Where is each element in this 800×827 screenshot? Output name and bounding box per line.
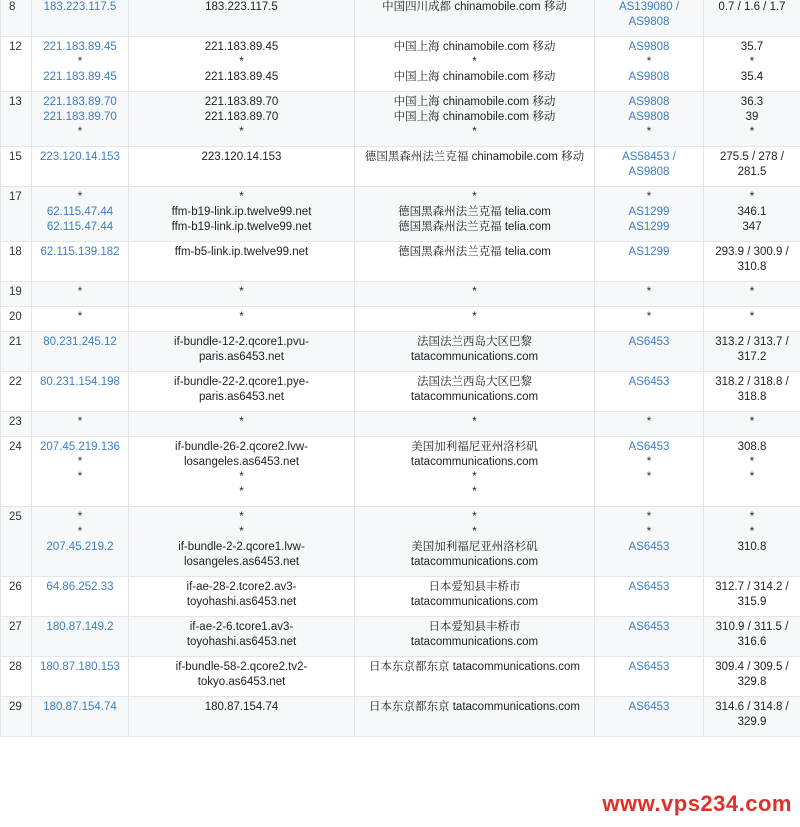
hop-location: 德国黑森州法兰克福 chinamobile.com 移动 — [364, 151, 585, 163]
hop-hostname: tokyo.as6453.net — [197, 676, 286, 688]
hop-location: 日本爱知县丰桥市 — [428, 621, 521, 633]
hop-ip[interactable]: 207.45.219.2 — [46, 541, 114, 553]
hop-rtt: 310.9 / 311.5 / — [715, 621, 789, 633]
hop-rtt: 316.6 — [737, 636, 767, 648]
hop-asn: * — [646, 526, 652, 538]
hop-rtt: * — [749, 191, 755, 203]
hop-rtt-cell — [704, 372, 800, 412]
hop-ip-cell — [32, 617, 129, 657]
table-row — [1, 332, 800, 372]
hop-rtt: 329.8 — [737, 676, 767, 688]
hop-rtt: * — [749, 311, 755, 323]
hop-asn-cell — [595, 412, 704, 437]
hop-hostname: * — [239, 486, 244, 498]
hop-rtt: 318.8 — [737, 391, 767, 403]
hop-asn[interactable]: AS6453 — [628, 661, 670, 673]
table-row — [1, 437, 800, 507]
hop-hostname: * — [239, 191, 244, 203]
hop-hostname: if-ae-2-6.tcore1.av3- — [189, 621, 294, 633]
hop-ip[interactable]: 207.45.219.136 — [40, 441, 120, 453]
hop-rtt-cell — [704, 657, 800, 697]
hop-number: 21 — [1, 332, 32, 372]
hop-ip-cell — [32, 282, 129, 307]
hop-hostname-cell — [129, 412, 355, 437]
hop-rtt: 0.7 / 1.6 / 1.7 — [718, 1, 786, 13]
hop-rtt: 318.2 / 318.8 / — [715, 376, 789, 388]
hop-rtt: 293.9 / 300.9 / — [715, 246, 789, 258]
hop-location-cell — [355, 507, 595, 577]
hop-hostname-cell — [129, 187, 355, 242]
hop-location: * — [472, 471, 477, 483]
hop-location: * — [472, 56, 477, 68]
hop-ip: * — [77, 416, 83, 428]
hop-ip[interactable]: 180.87.149.2 — [46, 621, 114, 633]
hop-ip-cell — [32, 37, 129, 92]
hop-rtt: 315.9 — [737, 596, 767, 608]
hop-rtt-cell — [704, 437, 800, 507]
hop-asn[interactable]: AS6453 — [628, 376, 670, 388]
hop-hostname: paris.as6453.net — [198, 351, 285, 363]
hop-ip: * — [77, 311, 83, 323]
hop-location: tatacommunications.com — [410, 391, 539, 403]
hop-location-cell — [355, 37, 595, 92]
hop-hostname-cell — [129, 437, 355, 507]
table-row — [1, 37, 800, 92]
hop-ip-cell — [32, 187, 129, 242]
table-row — [1, 187, 800, 242]
hop-asn: * — [646, 126, 652, 138]
hop-asn[interactable]: AS1299 — [628, 221, 670, 233]
hop-number: 29 — [1, 697, 32, 737]
hop-hostname-cell — [129, 372, 355, 412]
hop-rtt: * — [749, 416, 755, 428]
hop-asn: * — [646, 471, 652, 483]
hop-asn[interactable]: AS6453 — [628, 541, 670, 553]
hop-location: tatacommunications.com — [410, 596, 539, 608]
hop-location: 日本东京都东京 tatacommunications.com — [369, 701, 580, 713]
hop-hostname: ffm-b19-link.ip.twelve99.net — [171, 221, 312, 233]
hop-ip-cell — [32, 412, 129, 437]
hop-hostname: * — [239, 471, 244, 483]
hop-asn[interactable]: AS9808 — [628, 41, 670, 53]
hop-asn-cell — [595, 37, 704, 92]
hop-location: 日本东京都东京 tatacommunications.com — [369, 661, 580, 673]
hop-hostname: losangeles.as6453.net — [183, 456, 300, 468]
hop-rtt-cell — [704, 0, 800, 37]
hop-ip-cell — [32, 307, 129, 332]
hop-rtt: * — [749, 286, 755, 298]
hop-location: * — [472, 511, 477, 523]
hop-rtt: 309.4 / 309.5 / — [715, 661, 789, 673]
hop-asn[interactable]: AS9808 — [628, 111, 670, 123]
hop-location: 中国四川成都 chinamobile.com 移动 — [382, 1, 567, 13]
hop-location: * — [472, 286, 477, 298]
hop-location-cell — [355, 657, 595, 697]
hop-asn[interactable]: AS6453 — [628, 701, 670, 713]
hop-asn: * — [646, 511, 652, 523]
hop-number: 28 — [1, 657, 32, 697]
hop-location-cell — [355, 0, 595, 37]
hop-hostname: * — [239, 311, 244, 323]
hop-ip: * — [77, 286, 83, 298]
hop-asn-cell — [595, 147, 704, 187]
hop-ip-cell — [32, 0, 129, 37]
hop-hostname: losangeles.as6453.net — [183, 556, 300, 568]
hop-rtt: * — [749, 511, 755, 523]
hop-ip-cell — [32, 372, 129, 412]
hop-hostname-cell — [129, 617, 355, 657]
hop-hostname-cell — [129, 697, 355, 737]
hop-hostname-cell — [129, 147, 355, 187]
hop-rtt: * — [749, 456, 755, 468]
hop-hostname: if-bundle-58-2.qcore2.tv2- — [175, 661, 308, 673]
hop-location: 中国上海 chinamobile.com 移动 — [393, 111, 556, 123]
hop-rtt-cell — [704, 507, 800, 577]
hop-number: 27 — [1, 617, 32, 657]
hop-rtt: 347 — [742, 221, 762, 233]
hop-location: 日本爱知县丰桥市 — [428, 581, 521, 593]
hop-location: 德国黑森州法兰克福 telia.com — [398, 246, 551, 258]
hop-ip: * — [77, 191, 83, 203]
hop-hostname-cell — [129, 242, 355, 282]
hop-rtt-cell — [704, 37, 800, 92]
hop-asn-cell — [595, 697, 704, 737]
hop-hostname: 221.183.89.45 — [204, 41, 279, 53]
hop-ip[interactable]: 221.183.89.45 — [43, 41, 117, 53]
table-row — [1, 0, 800, 37]
hop-rtt: 346.1 — [737, 206, 767, 218]
hop-asn[interactable]: AS1299 — [628, 206, 670, 218]
hop-rtt: 310.8 — [737, 541, 767, 553]
hop-number: 23 — [1, 412, 32, 437]
hop-location: * — [472, 126, 477, 138]
hop-hostname-cell — [129, 507, 355, 577]
hop-rtt: 314.6 / 314.8 / — [715, 701, 789, 713]
hop-asn-cell — [595, 372, 704, 412]
hop-rtt: 275.5 / 278 / — [720, 151, 784, 163]
hop-number: 20 — [1, 307, 32, 332]
hop-hostname-cell — [129, 577, 355, 617]
hop-rtt-cell — [704, 187, 800, 242]
hop-ip-cell — [32, 507, 129, 577]
hop-rtt-cell — [704, 577, 800, 617]
hop-asn-cell — [595, 437, 704, 507]
table-row — [1, 372, 800, 412]
hop-number: 25 — [1, 507, 32, 577]
hop-rtt-cell — [704, 282, 800, 307]
hop-location: tatacommunications.com — [410, 636, 539, 648]
table-row — [1, 507, 800, 577]
hop-asn[interactable]: AS6453 — [628, 336, 670, 348]
hop-hostname: 223.120.14.153 — [201, 151, 282, 163]
hop-ip[interactable]: 64.86.252.33 — [46, 581, 114, 593]
hop-asn-cell — [595, 332, 704, 372]
hop-location: tatacommunications.com — [410, 456, 539, 468]
hop-ip-cell — [32, 147, 129, 187]
hop-rtt: * — [749, 56, 755, 68]
hop-hostname-cell — [129, 92, 355, 147]
hop-asn-cell — [595, 657, 704, 697]
hop-ip: * — [77, 471, 83, 483]
hop-rtt: 313.2 / 313.7 / — [715, 336, 789, 348]
hop-hostname: 221.183.89.45 — [204, 71, 279, 83]
hop-rtt: 317.2 — [737, 351, 767, 363]
hop-hostname-cell — [129, 282, 355, 307]
hop-location-cell — [355, 332, 595, 372]
hop-number: 24 — [1, 437, 32, 507]
hop-location-cell — [355, 242, 595, 282]
hop-location: 美国加利福尼亚州洛杉矶 — [411, 441, 538, 453]
hop-rtt: 329.9 — [737, 716, 767, 728]
hop-location: 法国法兰西岛大区巴黎 — [417, 336, 532, 348]
table-row — [1, 92, 800, 147]
hop-location: tatacommunications.com — [410, 351, 539, 363]
hop-rtt-cell — [704, 307, 800, 332]
hop-hostname: 183.223.117.5 — [205, 1, 278, 13]
hop-location-cell — [355, 92, 595, 147]
hop-hostname: ffm-b5-link.ip.twelve99.net — [174, 246, 309, 258]
hop-asn-cell — [595, 282, 704, 307]
hop-asn-cell — [595, 617, 704, 657]
hop-hostname: if-bundle-2-2.qcore1.lvw- — [178, 541, 305, 553]
hop-rtt-cell — [704, 332, 800, 372]
hop-asn-cell — [595, 577, 704, 617]
hop-ip-cell — [32, 92, 129, 147]
hop-ip[interactable]: 183.223.117.5 — [43, 1, 117, 13]
hop-location-cell — [355, 372, 595, 412]
hop-hostname: 221.183.89.70 — [204, 111, 279, 123]
hop-location-cell — [355, 307, 595, 332]
hop-location: * — [472, 311, 477, 323]
hop-number: 8 — [1, 0, 32, 37]
hop-asn-cell — [595, 507, 704, 577]
hop-rtt: 312.7 / 314.2 / — [715, 581, 789, 593]
watermark: www.vps234.com — [602, 791, 792, 816]
hop-hostname: if-bundle-12-2.qcore1.pvu- — [174, 336, 309, 348]
hop-rtt-cell — [704, 697, 800, 737]
hop-location-cell — [355, 577, 595, 617]
hop-hostname: * — [239, 526, 244, 538]
hop-ip[interactable]: 221.183.89.70 — [43, 111, 117, 123]
hop-number: 15 — [1, 147, 32, 187]
hop-asn[interactable]: AS9808 — [628, 71, 670, 83]
hop-location-cell — [355, 187, 595, 242]
hop-rtt: 281.5 — [737, 166, 767, 178]
hop-location: 美国加利福尼亚州洛杉矶 — [411, 541, 538, 553]
hop-rtt: 39 — [745, 111, 759, 123]
hop-location-cell — [355, 697, 595, 737]
hop-ip: * — [77, 456, 83, 468]
hop-number: 17 — [1, 187, 32, 242]
hop-ip-cell — [32, 332, 129, 372]
table-row — [1, 697, 800, 737]
hop-hostname: 180.87.154.74 — [204, 701, 279, 713]
hop-number: 26 — [1, 577, 32, 617]
hop-ip[interactable]: 80.231.245.12 — [43, 336, 117, 348]
hop-number: 18 — [1, 242, 32, 282]
hop-number: 22 — [1, 372, 32, 412]
hop-hostname-cell — [129, 0, 355, 37]
hop-asn[interactable]: AS9808 — [628, 96, 670, 108]
hop-ip[interactable]: 221.183.89.70 — [43, 96, 117, 108]
hop-ip[interactable]: 180.87.154.74 — [43, 701, 117, 713]
hop-asn[interactable]: AS6453 — [628, 581, 670, 593]
hop-hostname: * — [239, 56, 244, 68]
hop-asn[interactable]: AS1299 — [628, 246, 670, 258]
hop-ip-cell — [32, 577, 129, 617]
hop-hostname: if-bundle-22-2.qcore1.pye- — [174, 376, 309, 388]
hop-rtt-cell — [704, 617, 800, 657]
table-row — [1, 282, 800, 307]
hop-number: 19 — [1, 282, 32, 307]
hop-rtt: 35.4 — [740, 71, 764, 83]
hop-ip[interactable]: 62.115.139.182 — [40, 246, 120, 258]
hop-location-cell — [355, 147, 595, 187]
hop-ip-cell — [32, 657, 129, 697]
hop-asn[interactable]: AS139080 / — [618, 1, 680, 13]
hop-asn[interactable]: AS58453 / — [622, 151, 676, 163]
hop-rtt-cell — [704, 242, 800, 282]
hop-ip-cell — [32, 697, 129, 737]
hop-asn-cell — [595, 0, 704, 37]
hop-location-cell — [355, 617, 595, 657]
hop-location-cell — [355, 282, 595, 307]
hop-ip: * — [77, 511, 83, 523]
table-row — [1, 577, 800, 617]
hop-location: 德国黑森州法兰克福 telia.com — [398, 221, 551, 233]
hop-asn: * — [646, 286, 652, 298]
hop-ip-cell — [32, 437, 129, 507]
hop-rtt: * — [749, 126, 755, 138]
table-row — [1, 617, 800, 657]
table-row — [1, 242, 800, 282]
hop-hostname-cell — [129, 657, 355, 697]
hop-hostname: * — [239, 126, 244, 138]
hop-hostname: toyohashi.as6453.net — [186, 596, 297, 608]
hop-ip-cell — [32, 242, 129, 282]
traceroute-table-body — [1, 0, 800, 737]
hop-rtt: * — [749, 471, 755, 483]
hop-number: 12 — [1, 37, 32, 92]
hop-location: 法国法兰西岛大区巴黎 — [417, 376, 532, 388]
hop-location: * — [472, 486, 477, 498]
table-row — [1, 307, 800, 332]
hop-hostname: if-bundle-26-2.qcore2.lvw- — [175, 441, 308, 453]
hop-location: * — [472, 191, 477, 203]
hop-rtt: 310.8 — [737, 261, 767, 273]
hop-hostname-cell — [129, 37, 355, 92]
hop-ip[interactable]: 180.87.180.153 — [40, 661, 120, 673]
hop-ip[interactable]: 80.231.154.198 — [40, 376, 120, 388]
table-row — [1, 657, 800, 697]
hop-asn-cell — [595, 187, 704, 242]
hop-location-cell — [355, 437, 595, 507]
hop-asn-cell — [595, 307, 704, 332]
hop-rtt-cell — [704, 412, 800, 437]
hop-ip[interactable]: 62.115.47.44 — [46, 206, 114, 218]
hop-asn: * — [646, 56, 652, 68]
hop-rtt-cell — [704, 92, 800, 147]
hop-hostname: ffm-b19-link.ip.twelve99.net — [171, 206, 312, 218]
hop-number: 13 — [1, 92, 32, 147]
hop-hostname: paris.as6453.net — [198, 391, 285, 403]
hop-ip[interactable]: 221.183.89.45 — [43, 71, 117, 83]
hop-hostname: toyohashi.as6453.net — [186, 636, 297, 648]
hop-rtt: 308.8 — [737, 441, 767, 453]
hop-location: tatacommunications.com — [410, 556, 539, 568]
hop-hostname: * — [239, 511, 244, 523]
hop-ip: * — [77, 56, 83, 68]
hop-rtt-cell — [704, 147, 800, 187]
hop-location: 中国上海 chinamobile.com 移动 — [393, 71, 556, 83]
table-row — [1, 147, 800, 187]
hop-hostname: * — [239, 286, 244, 298]
hop-location: 中国上海 chinamobile.com 移动 — [393, 41, 556, 53]
hop-location: 德国黑森州法兰克福 telia.com — [398, 206, 551, 218]
hop-asn[interactable]: AS9808 — [628, 166, 670, 178]
hop-hostname: if-ae-28-2.tcore2.av3- — [186, 581, 297, 593]
hop-ip: * — [77, 526, 83, 538]
hop-asn[interactable]: AS9808 — [628, 16, 670, 28]
hop-asn: * — [646, 311, 652, 323]
hop-hostname: * — [239, 416, 244, 428]
hop-location: 中国上海 chinamobile.com 移动 — [393, 96, 556, 108]
hop-hostname: 221.183.89.70 — [204, 96, 279, 108]
hop-asn[interactable]: AS6453 — [628, 621, 670, 633]
hop-asn-cell — [595, 92, 704, 147]
hop-rtt: * — [749, 526, 755, 538]
hop-asn: * — [646, 416, 652, 428]
hop-location: * — [472, 526, 477, 538]
hop-asn: * — [646, 191, 652, 203]
hop-asn: * — [646, 456, 652, 468]
hop-hostname-cell — [129, 332, 355, 372]
hop-hostname-cell — [129, 307, 355, 332]
hop-asn[interactable]: AS6453 — [628, 441, 670, 453]
hop-location-cell — [355, 412, 595, 437]
hop-ip[interactable]: 223.120.14.153 — [40, 151, 120, 163]
hop-location: * — [472, 416, 477, 428]
table-row — [1, 412, 800, 437]
hop-rtt: 36.3 — [740, 96, 764, 108]
hop-ip[interactable]: 62.115.47.44 — [46, 221, 114, 233]
hop-asn-cell — [595, 242, 704, 282]
hop-ip: * — [77, 126, 83, 138]
hop-rtt: 35.7 — [740, 41, 764, 53]
